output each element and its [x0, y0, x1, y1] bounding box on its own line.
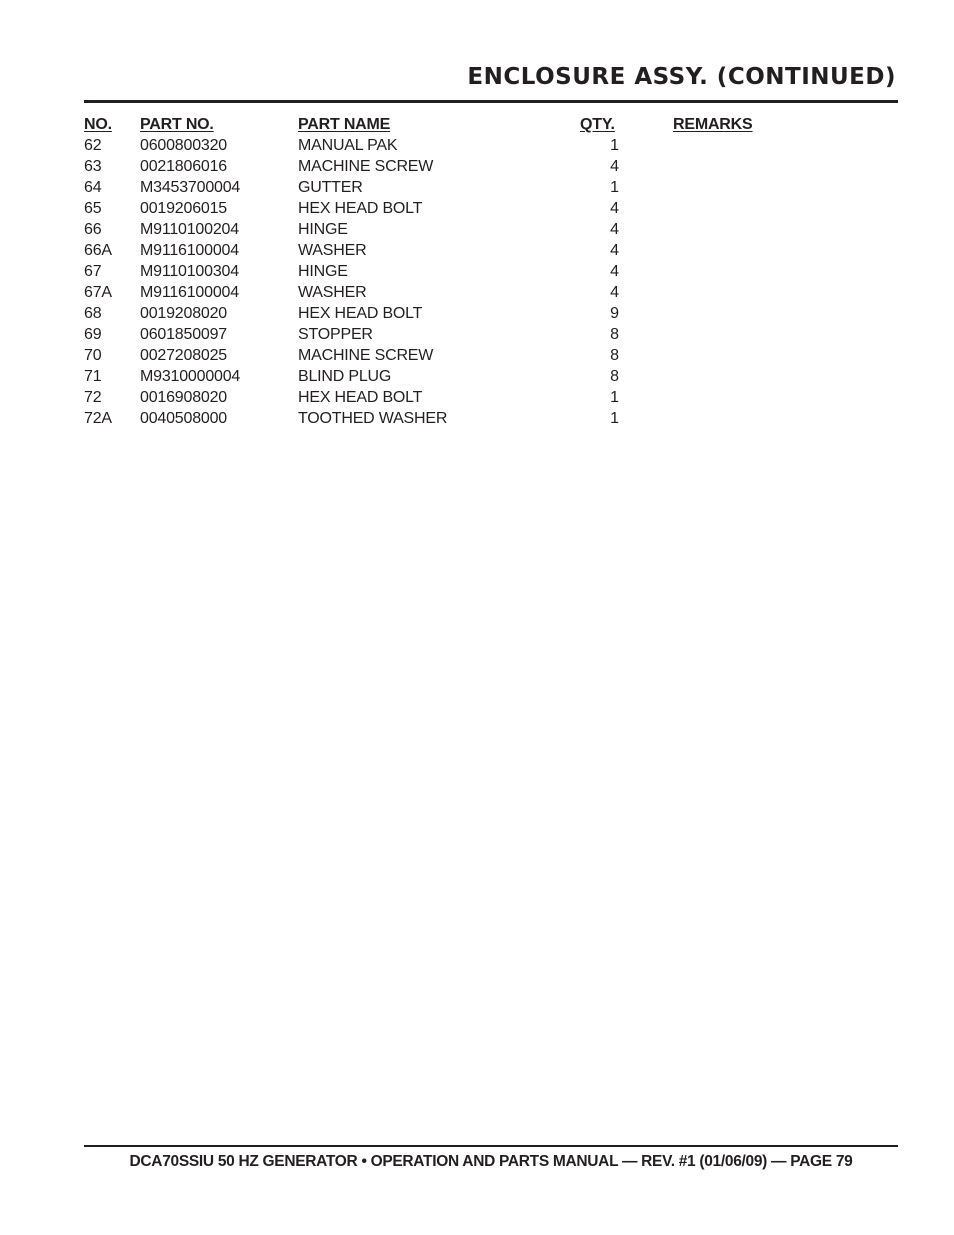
- cell-no: 67A: [84, 284, 112, 301]
- cell-part-name: WASHER: [298, 242, 367, 259]
- footer-divider: [84, 1145, 898, 1147]
- cell-remarks: [673, 408, 823, 429]
- cell-remarks: [673, 177, 823, 198]
- cell-no: 70: [84, 347, 102, 364]
- page-footer: DCA70SSIU 50 HZ GENERATOR • OPERATION AND PARTS MANUAL — REV. #1 (01/06/09) — PAGE 79: [129, 1153, 853, 1170]
- column-header-no: NO.: [84, 116, 112, 133]
- column-header-remarks: REMARKS: [673, 116, 753, 133]
- page-title: ENCLOSURE ASSY. (CONTINUED): [467, 64, 896, 90]
- cell-no: 65: [84, 200, 102, 217]
- column-header-part-no: PART NO.: [140, 116, 214, 133]
- cell-no: 62: [84, 137, 102, 154]
- cell-part-no: M9110100204: [140, 221, 239, 238]
- cell-part-name: HEX HEAD BOLT: [298, 389, 423, 406]
- cell-no: 64: [84, 179, 102, 196]
- cell-remarks: [673, 324, 823, 345]
- cell-no: 67: [84, 263, 102, 280]
- table-row: [84, 135, 823, 156]
- cell-part-no: 0027208025: [140, 347, 227, 364]
- cell-remarks: [673, 387, 823, 408]
- cell-no: 63: [84, 158, 102, 175]
- cell-qty: 1: [610, 410, 619, 427]
- column-header-part-name: PART NAME: [298, 116, 391, 133]
- cell-part-name: HEX HEAD BOLT: [298, 305, 423, 322]
- cell-part-no: M3453700004: [140, 179, 241, 196]
- cell-part-no: 0021806016: [140, 158, 227, 175]
- cell-no: 69: [84, 326, 102, 343]
- cell-qty: 8: [610, 347, 619, 364]
- title-divider: [84, 100, 898, 103]
- table-row: [84, 345, 823, 366]
- cell-remarks: [673, 156, 823, 177]
- cell-qty: 8: [610, 368, 619, 385]
- cell-part-name: HINGE: [298, 263, 348, 280]
- table-row: [84, 366, 823, 387]
- cell-qty: 4: [610, 200, 619, 217]
- table-row: [84, 324, 823, 345]
- cell-remarks: [673, 240, 823, 261]
- cell-no: 71: [84, 368, 102, 385]
- parts-table-body: [84, 135, 823, 429]
- cell-part-name: WASHER: [298, 284, 367, 301]
- cell-qty: 1: [610, 137, 619, 154]
- cell-part-no: 0601850097: [140, 326, 227, 343]
- cell-qty: 4: [610, 221, 619, 238]
- cell-remarks: [673, 366, 823, 387]
- cell-part-no: M9310000004: [140, 368, 241, 385]
- cell-part-name: GUTTER: [298, 179, 363, 196]
- cell-part-no: M9110100304: [140, 263, 239, 280]
- cell-qty: 8: [610, 326, 619, 343]
- cell-part-name: TOOTHED WASHER: [298, 410, 448, 427]
- cell-part-no: M9116100004: [140, 242, 239, 259]
- table-row: [84, 177, 823, 198]
- cell-qty: 4: [610, 263, 619, 280]
- cell-part-name: MANUAL PAK: [298, 137, 398, 154]
- cell-part-name: STOPPER: [298, 326, 373, 343]
- cell-part-name: MACHINE SCREW: [298, 158, 434, 175]
- cell-remarks: [673, 219, 823, 240]
- table-row: [84, 198, 823, 219]
- table-row: [84, 303, 823, 324]
- cell-part-name: HEX HEAD BOLT: [298, 200, 423, 217]
- column-header-qty: QTY.: [580, 116, 615, 133]
- cell-part-name: HINGE: [298, 221, 348, 238]
- table-row: [84, 408, 823, 429]
- cell-part-no: 0600800320: [140, 137, 227, 154]
- cell-part-name: BLIND PLUG: [298, 368, 392, 385]
- cell-no: 72: [84, 389, 102, 406]
- table-row: [84, 240, 823, 261]
- table-row: [84, 387, 823, 408]
- cell-qty: 4: [610, 284, 619, 301]
- cell-part-no: M9116100004: [140, 284, 239, 301]
- cell-no: 66A: [84, 242, 112, 259]
- cell-qty: 1: [610, 179, 619, 196]
- cell-part-no: 0040508000: [140, 410, 227, 427]
- cell-remarks: [673, 303, 823, 324]
- table-header-row: [84, 114, 823, 135]
- cell-remarks: [673, 198, 823, 219]
- cell-remarks: [673, 282, 823, 303]
- table-row: [84, 156, 823, 177]
- cell-qty: 1: [610, 389, 619, 406]
- cell-part-no: 0019208020: [140, 305, 227, 322]
- cell-part-no: 0016908020: [140, 389, 227, 406]
- cell-remarks: [673, 135, 823, 156]
- cell-qty: 4: [610, 158, 619, 175]
- table-row: [84, 219, 823, 240]
- cell-qty: 9: [610, 305, 619, 322]
- cell-qty: 4: [610, 242, 619, 259]
- table-row: [84, 261, 823, 282]
- cell-no: 66: [84, 221, 102, 238]
- parts-table: [84, 114, 823, 429]
- cell-part-name: MACHINE SCREW: [298, 347, 434, 364]
- cell-no: 68: [84, 305, 102, 322]
- cell-remarks: [673, 261, 823, 282]
- table-row: [84, 282, 823, 303]
- cell-no: 72A: [84, 410, 112, 427]
- cell-part-no: 0019206015: [140, 200, 227, 217]
- cell-remarks: [673, 345, 823, 366]
